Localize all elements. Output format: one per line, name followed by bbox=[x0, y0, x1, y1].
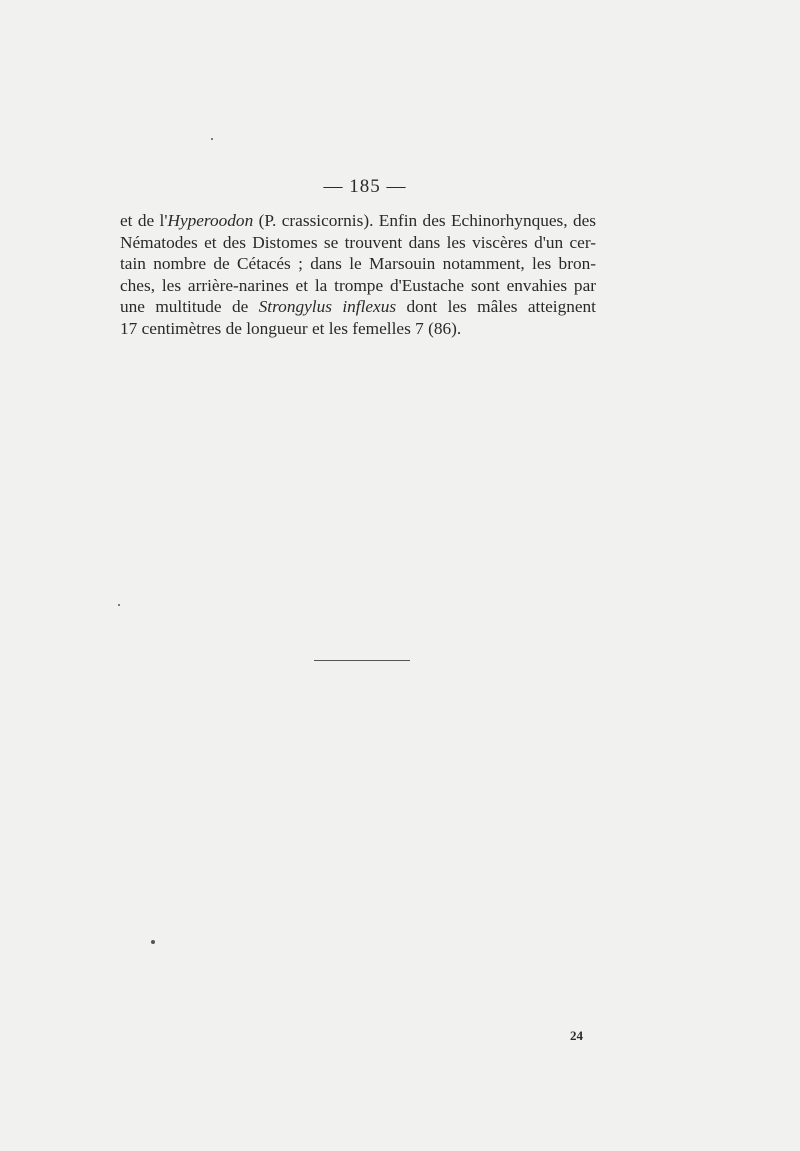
text-run: 17 centimètres de longueur et les femelles 7 (86). bbox=[120, 318, 462, 338]
text-run: ches, les arrière-narines et la trompe d'Eustache sont envahies par bbox=[120, 275, 596, 295]
signature-mark: 24 bbox=[570, 1028, 583, 1043]
text-line bbox=[120, 210, 596, 232]
text-line bbox=[120, 318, 596, 340]
paper-speck bbox=[118, 604, 120, 606]
text-run: dont les mâles atteignent bbox=[396, 297, 596, 316]
text-line bbox=[120, 275, 596, 297]
text-line bbox=[120, 253, 596, 275]
text-run: et de l' bbox=[120, 211, 168, 230]
text-line bbox=[120, 232, 596, 254]
italic-text-run: Hyperoodon bbox=[167, 211, 254, 230]
text-line bbox=[120, 296, 596, 318]
paper-speck bbox=[151, 940, 155, 944]
text-run: tain nombre de Cétacés ; dans le Marsouin notamment, les bron- bbox=[120, 254, 596, 273]
text-run: (P. crassicornis). Enfin des Echinorhynques, des bbox=[253, 211, 597, 230]
paper-speck bbox=[211, 138, 213, 140]
text-run: Nématodes et des Distomes se trouvent dans les viscères d'un cer- bbox=[120, 232, 596, 252]
page-number: — 185 — bbox=[323, 176, 407, 197]
italic-text-run: Strongylus inflexus bbox=[258, 297, 397, 316]
text-run: une multitude de bbox=[120, 297, 259, 316]
section-separator bbox=[314, 660, 410, 661]
body-paragraph bbox=[120, 210, 596, 339]
